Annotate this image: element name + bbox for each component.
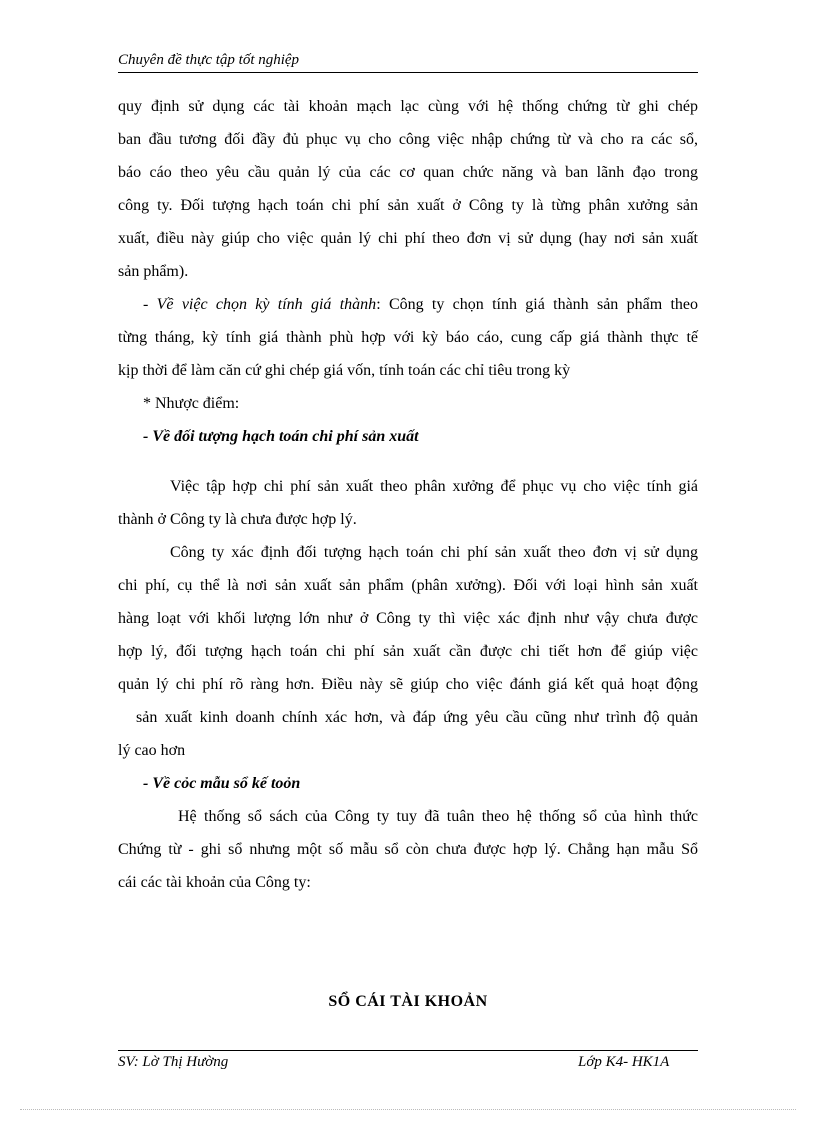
text-line: Hệ thống sổ sách của Công ty tuy đã tuân theo hệ thống sổ của hình thức: [178, 808, 698, 825]
text-line: kịp thời để làm căn cứ ghi chép giá vốn, tính toán các chỉ tiêu trong kỳ: [118, 362, 571, 379]
text-line: Công ty xác định đối tượng hạch toán chi phí sản xuất theo đơn vị sử dụng: [170, 544, 698, 561]
section-title: SỔ CÁI TÀI KHOẢN: [328, 993, 488, 1010]
text-line: ban đầu tương đối đầy đủ phục vụ cho công việc nhập chứng từ và cho ra các sổ,: [118, 131, 698, 148]
period-paragraph-lead: [118, 296, 698, 314]
page-header-title: Chuyên đề thực tập tốt nghiệp: [118, 52, 300, 68]
heading-ledger-forms: - Về cỏc mẫu sổ kế toỏn: [143, 775, 301, 792]
text-line: sản xuất kinh doanh chính xác hơn, và đáp ứng yêu cầu cũng như trình độ quản: [136, 709, 698, 726]
text-line: báo cáo theo yêu cầu quản lý của các cơ quan chức năng và ban lãnh đạo trong: [118, 164, 698, 181]
text-line: cái các tài khoản của Công ty:: [118, 874, 311, 891]
text-line: quản lý chi phí rõ ràng hơn. Điều này sẽ giúp cho việc đánh giá kết quả hoạt động: [118, 676, 698, 693]
footer-student: SV: Lờ Thị Hường: [118, 1054, 229, 1070]
text-line: thành ở Công ty là chưa được hợp lý.: [118, 511, 357, 528]
text-line: quy định sử dụng các tài khoản mạch lạc cùng với hệ thống chứng từ ghi chép: [118, 98, 698, 115]
heading-cost-object: - Về đối tượng hạch toán chi phí sản xuất: [143, 428, 419, 445]
text-line: từng tháng, kỳ tính giá thành phù hợp với kỳ báo cáo, cung cấp giá thành thực tế: [118, 329, 698, 346]
lead-rest: : Công ty chọn tính giá thành sản phẩm theo: [376, 296, 698, 313]
text-line: sản phẩm).: [118, 263, 189, 280]
text-line: chi phí, cụ thể là nơi sản xuất sản phẩm (phân xưởng). Đối với loại hình sản xuất: [118, 577, 698, 594]
text-line: công ty. Đối tượng hạch toán chi phí sản xuất ở Công ty là từng phân xưởng sản: [118, 197, 698, 214]
text-line: Chứng từ - ghi sổ nhưng một số mẫu sổ còn chưa được hợp lý. Chẳng hạn mẫu Sổ: [118, 841, 698, 858]
text-line: xuất, điều này giúp cho việc quản lý chi phí theo đơn vị sử dụng (hay nơi sản xuất: [118, 230, 698, 247]
page-boundary: [20, 1109, 796, 1110]
subheading-italic: Về việc chọn kỳ tính giá thành: [156, 296, 377, 313]
weakness-label: * Nhược điểm:: [143, 395, 240, 412]
text-line: hàng loạt với khối lượng lớn như ở Công ty thì việc xác định như vậy chưa được: [118, 610, 698, 627]
footer-rule: [118, 1050, 698, 1051]
text-line: hợp lý, đối tượng hạch toán chi phí sản xuất cần được chi tiết hơn để giúp việc: [118, 643, 698, 660]
dash-prefix: -: [143, 296, 157, 313]
header-rule: [118, 72, 698, 73]
text-line: Việc tập hợp chi phí sản xuất theo phân xưởng để phục vụ cho việc tính giá: [170, 478, 698, 495]
footer-class: Lớp K4- HK1A: [578, 1054, 670, 1070]
text-line: lý cao hơn: [118, 742, 186, 759]
